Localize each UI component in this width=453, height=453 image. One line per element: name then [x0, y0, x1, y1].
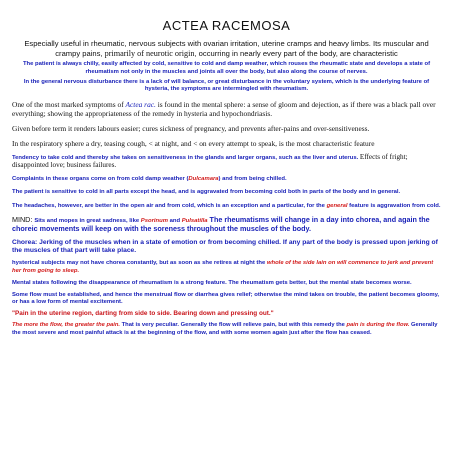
flow-pain-red-1: The more the flow, the greater the pain. [12, 322, 121, 329]
complaints-text-b: ) and from being chilled. [218, 176, 287, 183]
intro-text-b: primarily of neurotic origin [104, 48, 195, 58]
complaints-paragraph [12, 176, 441, 183]
respiratory-paragraph: In the respiratory sphere a dry, teasing cough, < at night, and < on every attempt to speak, is the most characteristic feature [12, 138, 375, 148]
mental-states-paragraph: Mental states following the disappearance of rheumatism is a strong feature. The rheumatism gets better, but the mental state becomes worse. [12, 279, 412, 286]
general-text: general [326, 202, 348, 209]
flow-paragraph: Some flow must be established, and hence the menstrual flow or diarrhea gives relief; otherwise the mind takes on trouble, the patient becomes gloomy, or has a low form of mental excitement. [12, 292, 440, 306]
pulsatilla-text: Pulsatilla [181, 217, 208, 224]
tendency-paragraph [12, 154, 441, 170]
mind-text-a: Sits and mopes in great sadness, like [34, 217, 141, 224]
flow-pain-red-2: pain is during the flow. [346, 322, 410, 329]
mind-text-b: The rheumatisms will change in a day into chorea, and again the choreic movements will keep on with the soreness throughout the muscles of the body. [12, 214, 430, 234]
intro-text-c: , occurring in nearly every part of the body, are characteristic [194, 48, 398, 58]
chilly-paragraph: The patient is always chilly, easily affected by cold, sensitive to cold and damp weather, which rouses the rheumatic state and develops a state of rheumatism not only in the muscles and joints all over the body, but also along the course of nerves. [22, 61, 431, 75]
headaches-paragraph [12, 203, 441, 210]
hysterical-paragraph [12, 260, 441, 274]
hysterical-text-red: whole of the side lain on will commence to jerk and prevent her from going to sleep. [12, 260, 434, 274]
mental-sphere-text-b: is found in the mental sphere: a sense of gloom and dejection, as if there was a black pall over everything; showing the appropriateness of the remedy in hysteria and hypochondriasis. [12, 99, 436, 118]
effects-text: Effects of fright; disappointed love; business failures. [12, 152, 408, 170]
flow-pain-text-a: That is very peculiar. Generally the flow will relieve pain, but with this remedy the [120, 322, 347, 329]
hysterical-text-a: hysterical subjects may not have chorea constantly, but as soon as she retires at night the [12, 260, 267, 267]
headaches-text-a: The headaches, however, are better in the open air and from cold, which is an exception and a particular, for the [12, 202, 327, 209]
nervous-disturbance-paragraph: In the general nervous disturbance there is a lack of will balance, or great disturbance in the voluntary system, which is the underlying feature of hysteria, the symptoms are intermingled with rheumatism. [23, 79, 430, 93]
uterine-pain-quote: "Pain in the uterine region, darting from side to side. Bearing down and pressing out." [12, 310, 274, 318]
labour-paragraph: Given before term it renders labours easier; cures sickness of pregnancy, and prevents after-pains and over-sensitiveness. [12, 123, 370, 133]
mental-sphere-paragraph [12, 100, 441, 118]
psorinum-text: Psorinum [140, 217, 168, 224]
flow-pain-text-b: Generally the most severe and most painful attack is at the beginning of the flow, and with some women again just after the flow has ceased. [12, 322, 438, 336]
complaints-text-a: Complaints in these organs come on from cold damp weather ( [12, 176, 189, 183]
flow-pain-paragraph [12, 322, 441, 336]
page-title: ACTEA RACEMOSA [162, 18, 291, 33]
mental-sphere-text-a: One of the most marked symptoms of [12, 99, 126, 109]
mind-and-text: and [167, 217, 182, 224]
remedy-name: Actea rac. [125, 99, 156, 109]
mind-label: MIND: [12, 214, 35, 224]
mind-paragraph [12, 216, 441, 234]
intro-paragraph [18, 39, 435, 58]
headaches-text-b: feature is aggravation from cold. [347, 202, 441, 209]
dulcamara-text: Dulcamara [188, 176, 219, 183]
intro-text-a: Especially useful in rheumatic, nervous subjects with ovarian irritation, uterine cramps and heavy limbs. Its muscular and crampy pains, [24, 39, 429, 58]
sensitive-cold-paragraph: The patient is sensitive to cold in all parts except the head, and is aggravated from becoming cold both in parts of the body and in general. [12, 189, 401, 196]
chorea-paragraph: Chorea: Jerking of the muscles when in a state of emotion or from becoming chilled. If any part of the body is pressed upon jerking of the muscles of that part will take place. [12, 239, 438, 255]
tendency-text: Tendency to take cold and thereby she takes on sensitiveness in the glands and larger organs, such as the liver and uterus. [12, 154, 360, 161]
